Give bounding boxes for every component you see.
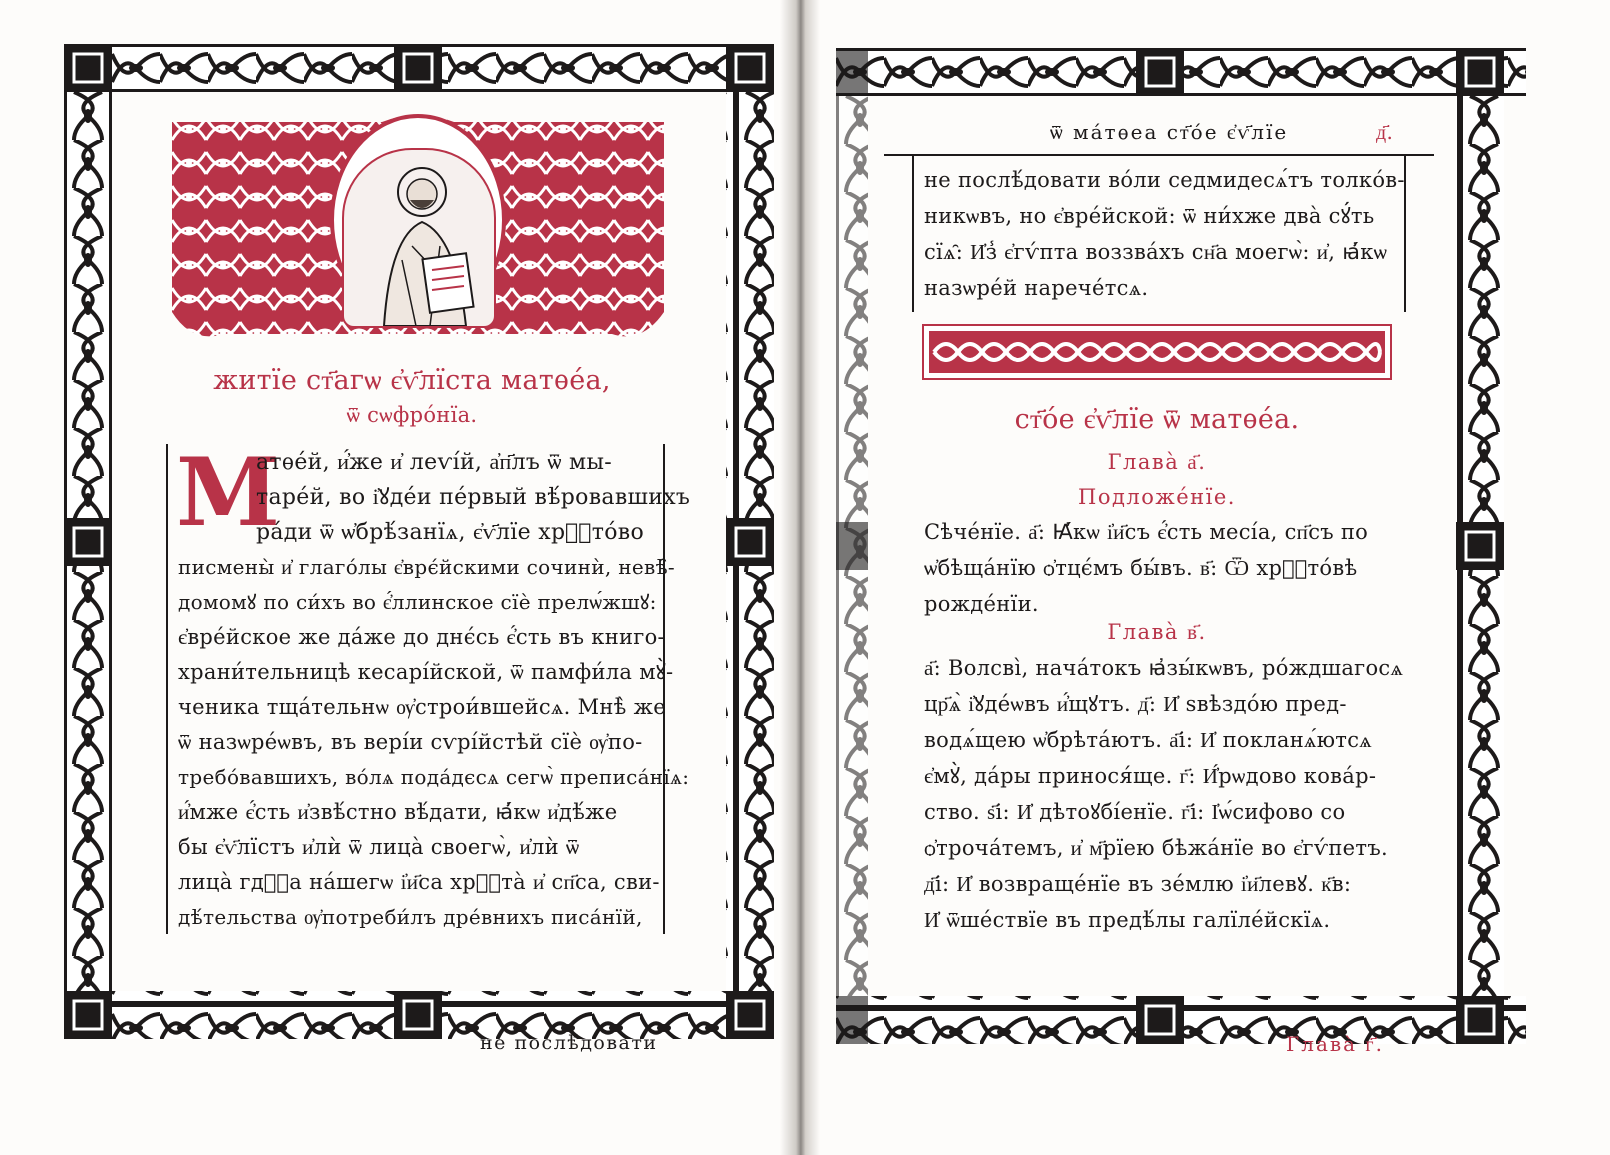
ch2-line-6: ѻ҆трочáтемъ, и҆ м҃рїею бѣжа́нїе во є҆гѵ́петъ. (924, 836, 1388, 860)
body-line-4: писмены̀ и҆ глаго́лы є҆врє́йскими сочинѝ, невѣ̑- (178, 555, 675, 579)
ch1-line-2: ѡ҆бѣща́нїю ѻ҆тцє́мъ бы́въ. в҃: Ѿ хрⷭ҇то́вѣ (924, 556, 1358, 580)
body-line-11: и҆́мже є҆́сть и҆звѣ́стно вѣ́дати, ꙗ҆́кѡ и҆дѣ́же (178, 800, 618, 824)
subheading: Подложе́нїе. (1078, 485, 1236, 509)
body-line-5: домомꙋ по си́хъ во є҆́ллинское сїѐ прелѡ́жшꙋ: (178, 590, 657, 614)
initial-letter: М (176, 438, 281, 548)
body-line-8: ченика тща́тельнѡ ѹ҆строи́вшейсѧ. Мнѣ̀ же (178, 695, 666, 719)
ch2-line-1: а҃: Волсві̀, нача́токъ ꙗ҆зы́кѡвъ, ро́ждшагосѧ (924, 656, 1404, 680)
ch2-line-8: И҆ ѿше́ствїе въ предѣ́лы галїле́йскїѧ. (924, 908, 1331, 932)
body-line-12: бы є҆ѵ҃лїстъ и҆лѝ ѿ лица̀ своегѡ̀, и҆лѝ ѿ (178, 835, 580, 859)
folio-number: д҃. (1376, 120, 1394, 144)
ch1-line-3: рожде́нїи. (924, 592, 1039, 616)
body-line-13: лица̀ гдⷭ҇а на́шегѡ і҆и҃са хрⷭ҇та̀ и҆ сп҃са, сви- (178, 870, 660, 894)
life-subtitle: ѿ сѡфро́нїа. (346, 403, 478, 427)
top-line-1: не послѣ́довати во́ли седмидесѧ́тъ толко́в- (924, 168, 1405, 192)
body-line-1: атѳе́й, и҆́же и҆ леѵі́й, а҆п҃лъ ѿ мы- (256, 450, 612, 475)
right-catchword: Глава̀ г҃. (1286, 1032, 1384, 1056)
body-line-14: дѣ́тельства ѹ҆потреби́лъ дре́внихъ писа́нїй, (178, 905, 643, 929)
top-line-4: назѡре́й наречéтсѧ. (924, 276, 1149, 300)
life-title: житїе ст҃агѡ є҆ѵ҃лїста матѳе́а, (213, 365, 611, 396)
red-ornament-band (922, 324, 1392, 380)
ch1-line-1: Сѣче́нїе. а҃: Ꙗ҆́кѡ і҆и҃съ є҆́сть месі́а, сп҃съ по (924, 520, 1369, 544)
book-gutter (780, 0, 820, 1155)
body-line-10: требо́вавшихъ, во́лѧ пода́дєсѧ сегѡ̀ преписа́нїѧ: (178, 765, 690, 789)
ch2-line-4: є҆мꙋ̀, да́ры принося́ще. г҃: И҆́рѡдово кова́р- (924, 764, 1377, 788)
saint-matthew-icon (342, 148, 496, 328)
ch2-line-2: цр҃ѧ̀ і҆ꙋде́ѡвъ и҆́щꙋтъ. д҃: И҆ ѕвѣздо́ю пред- (924, 692, 1347, 716)
ch2-line-5: ство. ѕ҃і: И҆ дѣтоꙋбі́енїе. г҃і: І҆ѡ́сифово со (924, 800, 1346, 824)
gospel-title: ст҃о́е є҆ѵ҃лїе ѿ матѳе́а. (1014, 404, 1300, 435)
top-line-2: никѡвъ, но є҆вре́йской: ѿ ни́хже два̀ сꙋ́ть (924, 204, 1375, 228)
body-line-7: храни́тельницѣ кесарі́йской, ѿ памфи́ла мꙋ̀- (178, 660, 674, 684)
left-catchword: не послѣ́довати (480, 1032, 658, 1054)
body-line-6: є҆вре́йское же да́же до днє́сь є҆́сть въ книго- (178, 625, 665, 649)
ch2-line-3: водѧ́щею ѡ҆брѣта́ютъ. а҃і: И҆ покланѧ́ютсѧ (924, 728, 1372, 752)
chapter-1-label: Глава̀ а҃. (1107, 450, 1207, 474)
top-line-3: сїѧ̑: И҆з̾ є҆гѵ́пта воззва́хъ сн҃а моегѡ̀: и҆, ꙗ҆́кѡ (924, 240, 1388, 264)
body-line-3: ра́ди ѿ ѡ҆брѣ́занїѧ, є҆ѵ҃лїе хрⷭ҇то́во (256, 520, 644, 545)
chapter-2-label: Глава̀ в҃. (1107, 620, 1207, 644)
running-head: ѿ ма́тѳеа ст҃о́е є҆ѵ҃лїе (1050, 120, 1289, 144)
ch2-line-7: д҃і: И҆ возвраще́нїе въ зе́млю і҆и҃левꙋ. к҃в: (924, 872, 1352, 896)
body-line-2: таре́й, во і҆ꙋде́и пе́рвый вѣ́ровавшихъ (256, 485, 691, 510)
body-line-9: ѿ назѡре́ѡвъ, въ вері́и сѵрі́йстѣй сїѐ ѹ҆по- (178, 730, 643, 754)
